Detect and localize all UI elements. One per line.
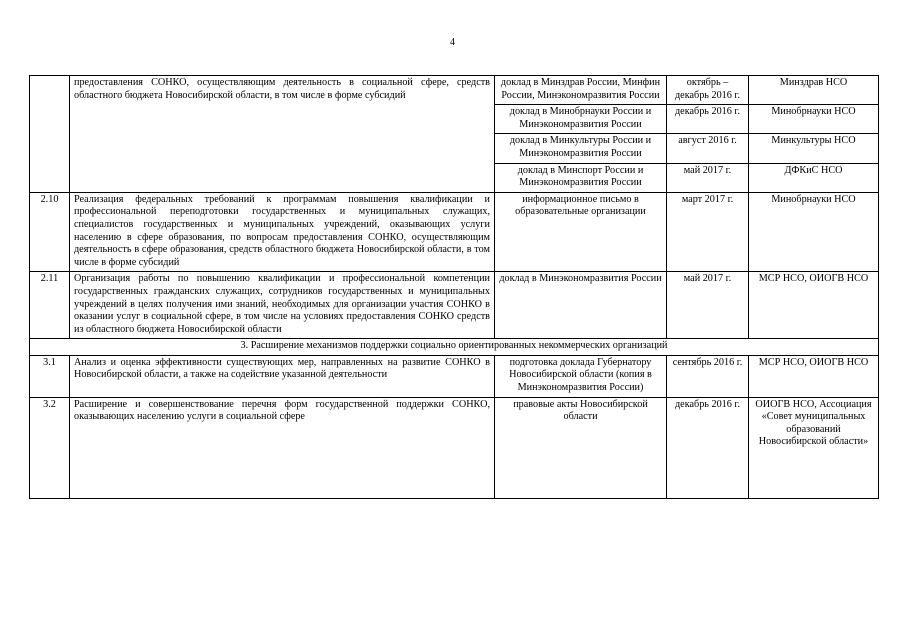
deadline: май 2017 г. — [667, 272, 749, 339]
responsible-text: ОИОГВ НСО, Ассоциация «Совет муниципальных образований Новосибирской области» — [755, 398, 872, 448]
table-row — [30, 272, 879, 339]
responsible: Минобрнауки НСО — [749, 192, 879, 272]
responsible: ДФКиС НСО — [749, 163, 879, 192]
report-form: доклад в Минздрав России, Минфин России, Минэкономразвития России — [495, 76, 667, 105]
deadline — [667, 397, 749, 498]
section-title: 3. Расширение механизмов поддержки социально ориентированных некоммерческих организаций — [30, 339, 879, 356]
report-form-text: правовые акты Новосибирской области — [513, 398, 648, 423]
report-form — [495, 397, 667, 498]
responsible: Минкультуры НСО — [749, 134, 879, 163]
item-description-text: Расширение и совершенствование перечня форм государственной поддержки СОНКО, оказывающих населению услуги в социальной сфере — [74, 398, 490, 423]
deadline: май 2017 г. — [667, 163, 749, 192]
deadline: декабрь 2016 г. — [667, 105, 749, 134]
report-form: доклад в Минобрнауки России и Минэкономразвития России — [495, 105, 667, 134]
table-row — [30, 397, 879, 498]
item-number: 2.10 — [30, 192, 70, 272]
responsible — [749, 397, 879, 498]
responsible: Минздрав НСО — [749, 76, 879, 105]
table-row — [30, 355, 879, 397]
deadline: октябрь – декабрь 2016 г. — [667, 76, 749, 105]
table-row — [30, 76, 879, 105]
responsible: МСР НСО, ОИОГВ НСО — [749, 272, 879, 339]
item-number — [30, 397, 70, 498]
item-description: Анализ и оценка эффективности существующих мер, направленных на развитие СОНКО в Новосибирской области, а также на содействие указанной деятельности — [70, 355, 495, 397]
deadline: август 2016 г. — [667, 134, 749, 163]
report-form: доклад в Минкультуры России и Минэкономразвития России — [495, 134, 667, 163]
report-form: подготовка доклада Губернатору Новосибирской области (копия в Минэкономразвития России) — [495, 355, 667, 397]
item-description — [70, 397, 495, 498]
report-form: информационное письмо в образовательные организации — [495, 192, 667, 272]
page-number: 4 — [450, 37, 455, 48]
deadline: март 2017 г. — [667, 192, 749, 272]
item-description: предоставления СОНКО, осуществляющим деятельность в социальной сфере, средств областного бюджета Новосибирской области, в том числе в форме субсидий — [70, 76, 495, 193]
action-plan-table — [29, 75, 879, 499]
item-description: Реализация федеральных требований к программам повышения квалификации и профессиональной переподготовки государственных и муниципальных служащих, специалистов государственных и муниципальных учреждений, оказывающих услуги населению в сфере образования, по вопросам предоставления СОНКО, осуществляющим деятельность в сфере образования, средств областного бюджета Новосибирской области, в том числе в форме субсидий — [70, 192, 495, 272]
item-number-text: 3.2 — [43, 398, 56, 410]
report-form: доклад в Минспорт России и Минэкономразвития России — [495, 163, 667, 192]
deadline: сентябрь 2016 г. — [667, 355, 749, 397]
responsible: Минобрнауки НСО — [749, 105, 879, 134]
table-row — [30, 192, 879, 272]
deadline-text: декабрь 2016 г. — [675, 398, 740, 410]
item-description: Организация работы по повышению квалификации и профессиональной компетенции государственных гражданских служащих, сотрудников государственных и муниципальных учреждений в целях получения ими знаний, необходимых для организации участия СОНКО в оказании услуг в социальной сфере, в том числе на условиях предоставления СОНКО средств из областного бюджета Новосибирской области — [70, 272, 495, 339]
item-number — [30, 76, 70, 193]
section-header-row — [30, 339, 879, 356]
report-form: доклад в Минэкономразвития России — [495, 272, 667, 339]
item-number: 2.11 — [30, 272, 70, 339]
responsible: МСР НСО, ОИОГВ НСО — [749, 355, 879, 397]
item-number: 3.1 — [30, 355, 70, 397]
